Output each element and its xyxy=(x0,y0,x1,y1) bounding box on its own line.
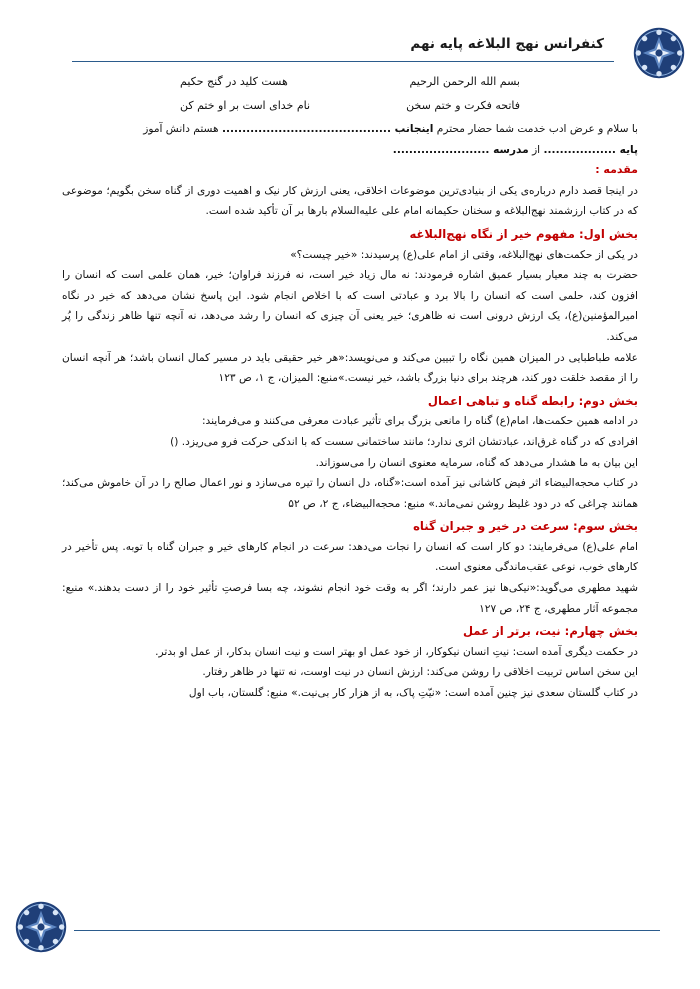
greeting-text: با سلام و عرض ادب خدمت شما حضار محترم xyxy=(433,123,638,135)
section-paragraph: در حکمت دیگری آمده است: نیتِ انسان نیکوکار، از خود عمل او بهتر است و نیت انسان بدکار، از عمل او بدتر. xyxy=(155,645,638,658)
section-heading: بخش چهارم: نیت، برتر از عمل xyxy=(462,624,638,639)
rosette-emblem-icon xyxy=(14,900,68,954)
footer-divider xyxy=(74,930,660,931)
section-paragraph: این بیان به ما هشدار می‌دهد که گناه، سرمایه معنوی انسان را می‌سوزاند. xyxy=(315,456,638,469)
poem-line: بسم الله الرحمن الرحیم xyxy=(409,75,520,88)
greeting-text: هستم دانش آموز xyxy=(143,123,222,135)
section-heading: بخش سوم: سرعت در خیر و جبران گناه xyxy=(413,519,638,534)
section-paragraph: شهید مطهری می‌گوید:«نیکی‌ها نیز عمر دارند؛ اگر به وقت خود انجام نشوند، چه بسا فرصتِ تأثیر خود را از دست بدهند.» منبع: مجموعه آثار مطهری، ج ۲۴، ص ۱۲۷ xyxy=(62,582,638,615)
fill-in-blank: .................. xyxy=(543,143,620,156)
section-paragraph: حضرت به چند معیار بسیار عمیق اشاره فرمودند: نه مال زیاد خیر است، نه فرزند فراوان؛ خیر، همان علمی است که انسان را افزون کند، حلمی است که انسان را بالا برد و عبادتی است که با اخلاص انجام شود. این پاسخ نشان می‌دهد که خیر در نگاه امیرالمؤمنین(ع)، یک ارزش درونی است نه ظاهری؛ خیر یعنی آن چیزی که انسان را رشد می‌دهد، نه آنچه تنها ظاهر زندگی را پُر می‌کند. xyxy=(62,269,638,343)
fill-in-blank: ........................ xyxy=(392,143,494,156)
poem-row xyxy=(180,70,520,94)
section-paragraph: افرادی که در گناه غرق‌اند، عبادتشان اثری ندارد؛ مانند ساختمانی سست که با اندکی حرکت فرو می‌ریزد. () xyxy=(170,435,638,448)
section-paragraph: این سخن اساس تربیت اخلاقی را روشن می‌کند: ارزش انسان در نیت اوست، نه تنها در ظاهر رفتار. xyxy=(202,666,638,679)
opening-poem xyxy=(180,70,520,118)
poem-line: هست کلید در گنج حکیم xyxy=(180,75,288,88)
poem-line: نام خدای است بر او ختم کن xyxy=(180,99,311,112)
section-paragraph: علامه طباطبایی در المیزان همین نگاه را تبیین می‌کند و می‌نویسد:«هر خیر حقیقی باید در مسیر کمال انسان باشد؛ هر آنچه انسان را از مقصد خلقت دور کند، هرچند برای دنیا بزرگ باشد، خیر نیست.»منبع: المیزان، ج ۱، ص ۱۲۳ xyxy=(62,351,638,385)
poem-line: فاتحه فکرت و ختم سخن xyxy=(406,99,520,112)
section-paragraph: در ادامه همین حکمت‌ها، امام(ع) گناه را مانعی بزرگ برای تأثیر عبادت معرفی می‌کنند و می‌فرمایند: xyxy=(201,415,638,428)
greeting-paragraph xyxy=(62,119,638,160)
section-heading: بخش دوم: رابطه گناه و تباهی اعمال xyxy=(427,393,638,408)
greeting-text: از xyxy=(528,143,544,156)
rosette-emblem-icon xyxy=(632,26,686,80)
greeting-label: اینجانب xyxy=(394,123,434,135)
section-heading: بخش اول: مفهوم خیر از نگاه نهج‌البلاغه xyxy=(409,226,638,241)
section-paragraph: در کتاب محجه‌البیضاء اثر فیض کاشانی نیز آمده است:«گناه، دل انسان را تیره می‌سازد و نور اعمال صالح را در آن خاموش می‌کند؛ همانند چراغی که در دود غلیظ روشن نمی‌ماند.» منبع: محجه‌البیضاء، ج ۲، ص ۵۲ xyxy=(62,477,638,510)
document-body xyxy=(62,119,638,704)
section-paragraph: در یکی از حکمت‌های نهج‌البلاغه، وقتی از امام علی(ع) پرسیدند: «خیر چیست؟» xyxy=(290,248,638,261)
header-divider xyxy=(72,61,614,62)
greeting-label: مدرسه xyxy=(493,143,529,156)
intro-heading: مقدمه : xyxy=(595,163,638,177)
fill-in-blank: .......................................... xyxy=(221,123,395,135)
poem-row xyxy=(180,94,520,118)
greeting-label: پایه xyxy=(619,143,638,156)
intro-paragraph: در اینجا قصد دارم درباره‌ی یکی از بنیادی‌ترین موضوعات اخلاقی، یعنی ارزش کار نیک و اهمیت دوری از گناه سخن بگویم؛ موضوعی که در کتاب ارزشمند نهج‌البلاغه و سخنان حکیمانه امام علی علیه‌السلام بارها بر آن تأکید شده است. xyxy=(62,184,638,218)
header-title: کنفرانس نهج البلاغه پایه نهم xyxy=(410,36,604,52)
section-paragraph: در کتاب گلستان سعدی نیز چنین آمده است: «نیّتِ پاک، به از هزار کار بی‌نیت.» منبع: گلستان، باب اول xyxy=(188,687,638,700)
section-paragraph: امام علی(ع) می‌فرمایند: دو کار است که انسان را نجات می‌دهد: سرعت در انجام کارهای خیر و جبران گناه با توبه. پس تأخیر در کارهای خوب، نوعی عقب‌ماندگی معنوی است. xyxy=(62,540,638,574)
